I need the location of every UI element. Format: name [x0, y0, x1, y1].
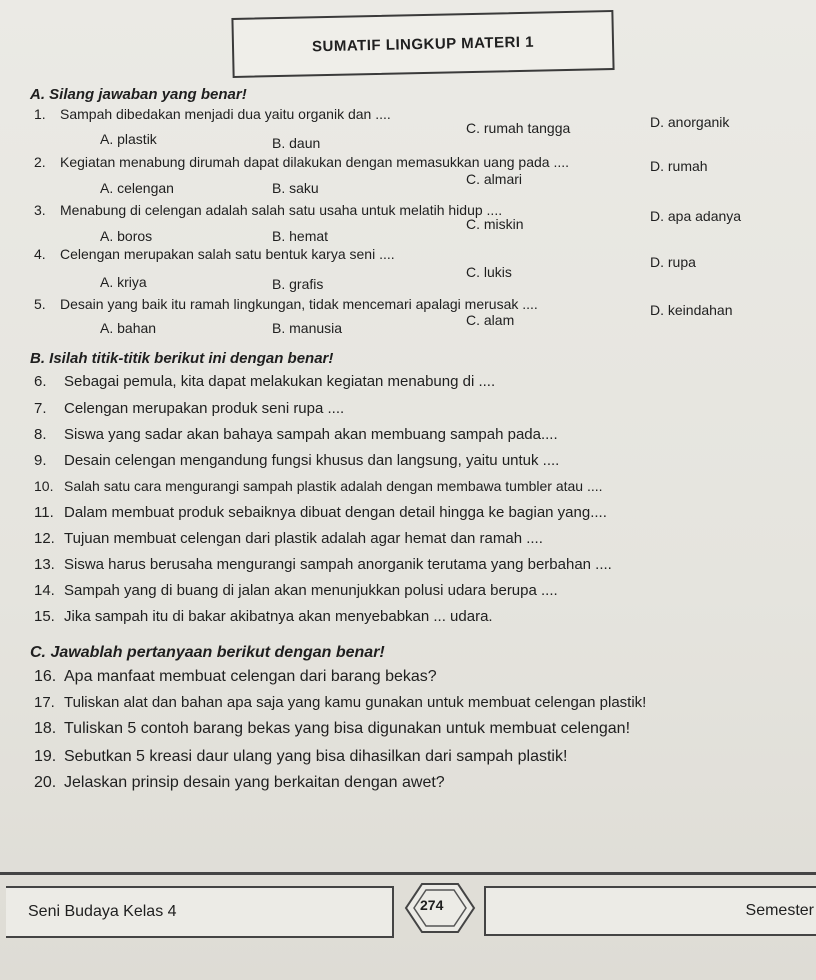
question-17: 17. Tuliskan alat dan bahan apa saja yang kamu gunakan untuk membuat celengan plastik! — [34, 694, 647, 711]
question-18: 18. Tuliskan 5 contoh barang bekas yang bisa digunakan untuk membuat celengan! — [34, 720, 631, 737]
option-4b: B. grafis — [272, 276, 324, 292]
question-7: 7. Celengan merupakan produk seni rupa .... — [34, 400, 345, 417]
option-2d: D. rumah — [650, 158, 708, 174]
option-3b: B. hemat — [272, 228, 329, 244]
option-1a: A. plastik — [100, 131, 157, 147]
option-5c: C. alam — [466, 312, 515, 328]
footer-rule — [0, 872, 816, 875]
question-14: 14. Sampah yang di buang di jalan akan menunjukkan polusi udara berupa .... — [34, 582, 558, 599]
option-5b: B. manusia — [272, 320, 343, 336]
question-1: 1. Sampah dibedakan menjadi dua yaitu organik dan .... — [34, 106, 391, 122]
option-2c: C. almari — [466, 171, 523, 187]
option-4a: A. kriya — [100, 274, 147, 290]
section-a-heading: A. Silang jawaban yang benar! — [30, 86, 247, 103]
section-b-heading: B. Isilah titik-titik berikut ini dengan benar! — [30, 350, 334, 367]
option-4c: C. lukis — [466, 264, 512, 280]
footer-semester: Semester — [745, 902, 814, 919]
question-15: 15. Jika sampah itu di bakar akibatnya akan menyebabkan ... udara. — [34, 608, 493, 625]
question-2: 2. Kegiatan menabung dirumah dapat dilakukan dengan memasukkan uang pada .... — [34, 154, 570, 170]
question-19: 19. Sebutkan 5 kreasi daur ulang yang bisa dihasilkan dari sampah plastik! — [34, 748, 568, 765]
title-box — [231, 10, 614, 78]
footer-semester-box — [484, 886, 816, 936]
option-3d: D. apa adanya — [650, 208, 742, 224]
footer-book-box — [6, 886, 394, 938]
option-5a: A. bahan — [100, 320, 157, 336]
option-3a: A. boros — [100, 228, 153, 244]
option-4d: D. rupa — [650, 254, 696, 270]
question-12: 12. Tujuan membuat celengan dari plastik adalah agar hemat dan ramah .... — [34, 530, 543, 547]
question-6: 6. Sebagai pemula, kita dapat melakukan kegiatan menabung di .... — [34, 373, 496, 390]
option-5d: D. keindahan — [650, 302, 733, 318]
question-8: 8. Siswa yang sadar akan bahaya sampah akan membuang sampah pada.... — [34, 426, 558, 443]
question-5: 5. Desain yang baik itu ramah lingkungan, tidak mencemari apalagi merusak .... — [34, 296, 538, 312]
footer-book-title: Seni Budaya Kelas 4 — [28, 903, 177, 920]
section-c-heading: C. Jawablah pertanyaan berikut dengan benar! — [30, 644, 385, 661]
page-title: SUMATIF LINGKUP MATERI 1 — [311, 33, 535, 55]
question-13: 13. Siswa harus berusaha mengurangi sampah anorganik terutama yang berbahan .... — [34, 556, 612, 573]
question-11: 11. Dalam membuat produk sebaiknya dibuat dengan detail hingga ke bagian yang.... — [34, 504, 607, 521]
question-20: 20. Jelaskan prinsip desain yang berkaitan dengan awet? — [34, 774, 445, 791]
option-2a: A. celengan — [100, 180, 174, 196]
page-number: 274 — [420, 897, 444, 913]
question-3: 3. Menabung di celengan adalah salah satu usaha untuk melatih hidup .... — [34, 202, 503, 218]
option-1b: B. daun — [272, 135, 321, 151]
question-4: 4. Celengan merupakan salah satu bentuk karya seni .... — [34, 246, 395, 262]
option-1d: D. anorganik — [650, 114, 730, 130]
option-2b: B. saku — [272, 180, 319, 196]
option-3c: C. miskin — [466, 216, 524, 232]
option-1c: C. rumah tangga — [466, 120, 571, 136]
question-10: 10. Salah satu cara mengurangi sampah plastik adalah dengan membawa tumbler atau .... — [34, 478, 603, 494]
question-16: 16. Apa manfaat membuat celengan dari barang bekas? — [34, 668, 437, 685]
question-9: 9. Desain celengan mengandung fungsi khusus dan langsung, yaitu untuk .... — [34, 452, 560, 469]
